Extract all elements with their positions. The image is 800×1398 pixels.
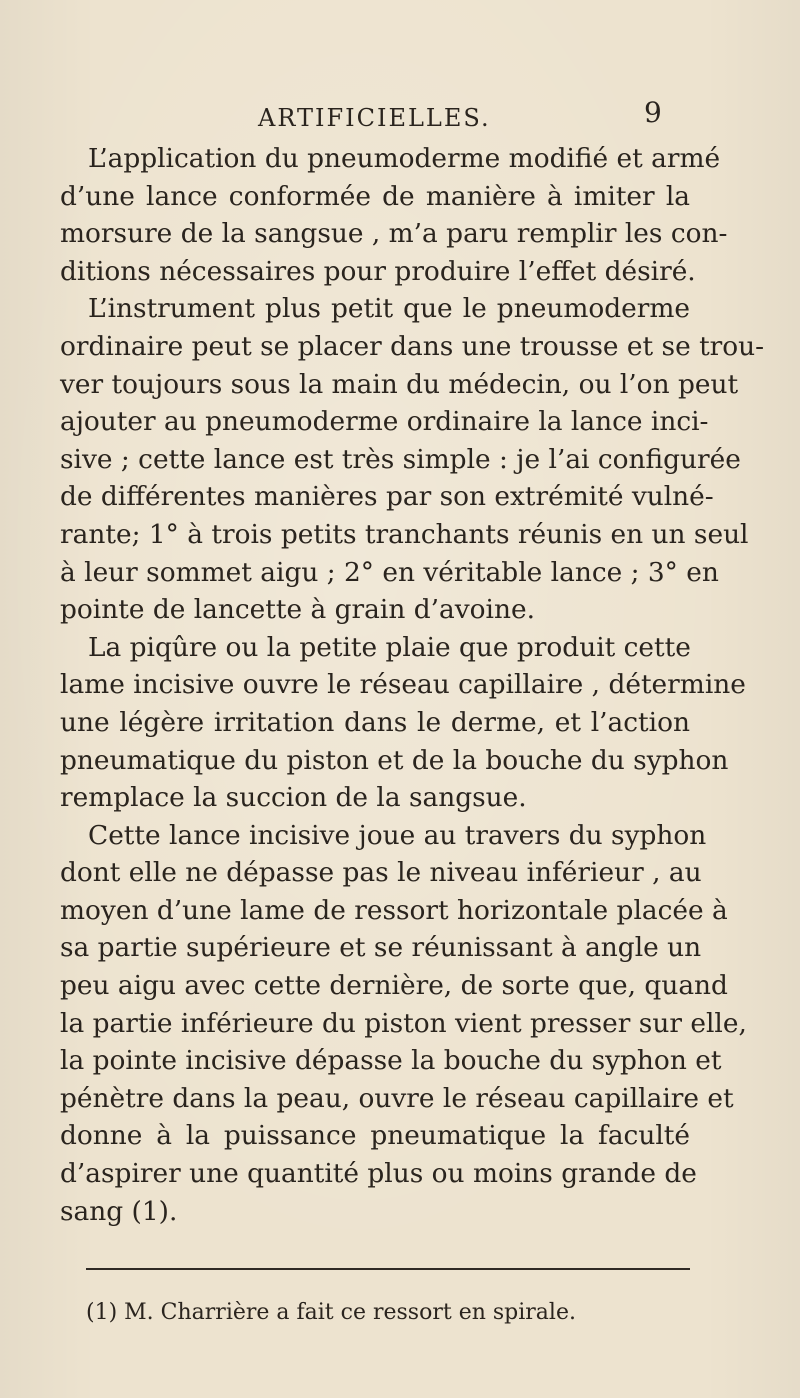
text-line: remplace la succion de la sangsue. xyxy=(60,782,527,814)
text-line: L’application du pneumoderme modifié et armé xyxy=(88,143,721,174)
text-line: moyen d’une lame de ressort horizontale placée à xyxy=(60,894,728,926)
body-text xyxy=(60,140,765,1230)
text-line: sa partie supérieure et se réunissant à angle un xyxy=(60,932,702,964)
footnote-rule xyxy=(86,1268,690,1270)
text-line: pointe de lancette à grain d’avoine. xyxy=(60,594,535,626)
text-line: sang (1). xyxy=(60,1195,178,1227)
text-line: pneumatique du piston et de la bouche du syphon xyxy=(60,744,729,776)
running-head: ARTIFICIELLES. xyxy=(258,104,491,132)
text-line: ver toujours sous la main du médecin, ou l’on peut xyxy=(60,368,739,400)
text-line: d’aspirer une quantité plus ou moins grande de xyxy=(60,1158,697,1190)
text-line: La piqûre ou la petite plaie que produit cette xyxy=(88,631,691,663)
text-line: ajouter au pneumoderme ordinaire la lance inci- xyxy=(60,406,709,438)
text-line: peu aigu avec cette dernière, de sorte que, quand xyxy=(60,970,728,1002)
text-line: morsure de la sangsue , m’a paru remplir les con- xyxy=(60,218,728,250)
text-line: de différentes manières par son extrémité vulné- xyxy=(60,481,714,513)
page-number: 9 xyxy=(644,96,662,129)
text-line: à leur sommet aigu ; 2° en véritable lance ; 3° en xyxy=(60,556,719,588)
text-line: sive ; cette lance est très simple : je l’ai configurée xyxy=(60,443,741,475)
text-line: la pointe incisive dépasse la bouche du syphon et xyxy=(60,1045,722,1077)
footnote: (1) M. Charrière a fait ce ressort en spirale. xyxy=(86,1300,576,1325)
text-line: ditions nécessaires pour produire l’effet désiré. xyxy=(60,255,696,287)
text-line: L’instrument plus petit que le pneumoderme xyxy=(88,293,690,325)
text-line: une légère irritation dans le derme, et l’action xyxy=(60,706,690,738)
text-line: d’une lance conformée de manière à imiter la xyxy=(60,180,690,212)
text-line: la partie inférieure du piston vient presser sur elle, xyxy=(60,1007,747,1039)
text-line: lame incisive ouvre le réseau capillaire , détermine xyxy=(60,669,746,701)
text-line: pénètre dans la peau, ouvre le réseau capillaire et xyxy=(60,1082,734,1114)
text-line: rante; 1° à trois petits tranchants réunis en un seul xyxy=(60,518,749,550)
text-line: donne à la puissance pneumatique la faculté xyxy=(60,1120,690,1152)
text-line: Cette lance incisive joue au travers du syphon xyxy=(88,819,707,851)
text-line: dont elle ne dépasse pas le niveau inférieur , au xyxy=(60,857,702,889)
text-line: ordinaire peut se placer dans une trousse et se trou- xyxy=(60,330,765,362)
